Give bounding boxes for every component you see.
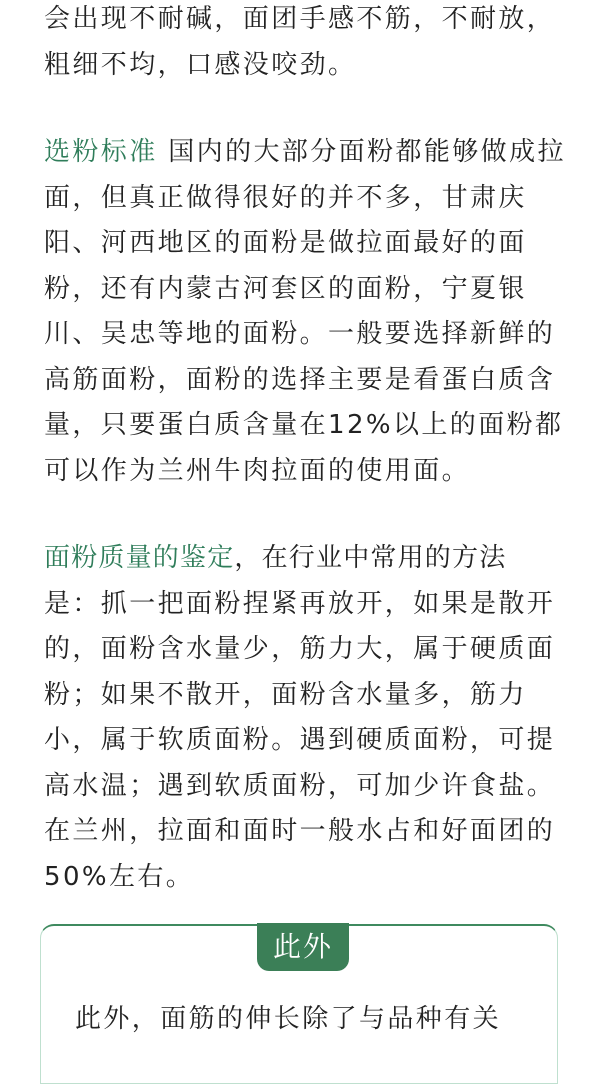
paragraph-line: 高筋面粉，面粉的选择主要是看蛋白质含 bbox=[44, 364, 556, 395]
paragraph-line-rest: 国内的大部分面粉都能够做成拉 bbox=[157, 137, 566, 167]
paragraph-line: 粗细不均，口感没咬劲。 bbox=[44, 49, 357, 80]
callout-tab-label: 此外 bbox=[257, 923, 349, 971]
paragraph-line: 粉，还有内蒙古河套区的面粉，宁夏银 bbox=[44, 273, 527, 304]
paragraph-line: 高水温；遇到软质面粉，可加少许食盐。 bbox=[44, 770, 556, 801]
paragraph-line: 小，属于软质面粉。遇到硬质面粉，可提 bbox=[44, 725, 556, 755]
paragraph-line: 粉；如果不散开，面粉含水量多，筋力 bbox=[44, 679, 527, 710]
paragraph-flour-selection bbox=[44, 130, 566, 494]
paragraph-line: 量，只要蛋白质含量在12%以上的面粉都 bbox=[44, 410, 564, 440]
section-heading-flour-standard: 选粉标准 bbox=[44, 137, 158, 167]
paragraph-line-rest: ，在行业中常用的方法 bbox=[234, 543, 507, 573]
paragraph-line: 川、吴忠等地的面粉。一般要选择新鲜的 bbox=[44, 319, 556, 349]
paragraph-line: 面，但真正做得很好的并不多，甘肃庆 bbox=[44, 182, 527, 213]
section-heading-flour-quality: 面粉质量的鉴定 bbox=[44, 543, 235, 573]
paragraph-first-line bbox=[44, 536, 559, 582]
paragraph-flour-quality bbox=[44, 536, 559, 900]
paragraph-first-line bbox=[44, 130, 566, 176]
callout-text: 此外，面筋的伸长除了与品种有关 bbox=[75, 1004, 502, 1034]
paragraph-line: 50%左右。 bbox=[44, 861, 195, 892]
paragraph-line: 可以作为兰州牛肉拉面的使用面。 bbox=[44, 455, 471, 486]
paragraph-line: 在兰州，拉面和面时一般水占和好面团的 bbox=[44, 816, 556, 846]
paragraph-alkali-tolerance bbox=[44, 0, 559, 88]
paragraph-line: 是：抓一把面粉捏紧再放开，如果是散开 bbox=[44, 588, 556, 619]
paragraph-line: 会出现不耐碱，面团手感不筋，不耐放， bbox=[44, 4, 556, 34]
paragraph-line: 阳、河西地区的面粉是做拉面最好的面 bbox=[44, 228, 527, 258]
callout-box bbox=[40, 924, 558, 1084]
paragraph-line: 的，面粉含水量少，筋力大，属于硬质面 bbox=[44, 634, 556, 664]
